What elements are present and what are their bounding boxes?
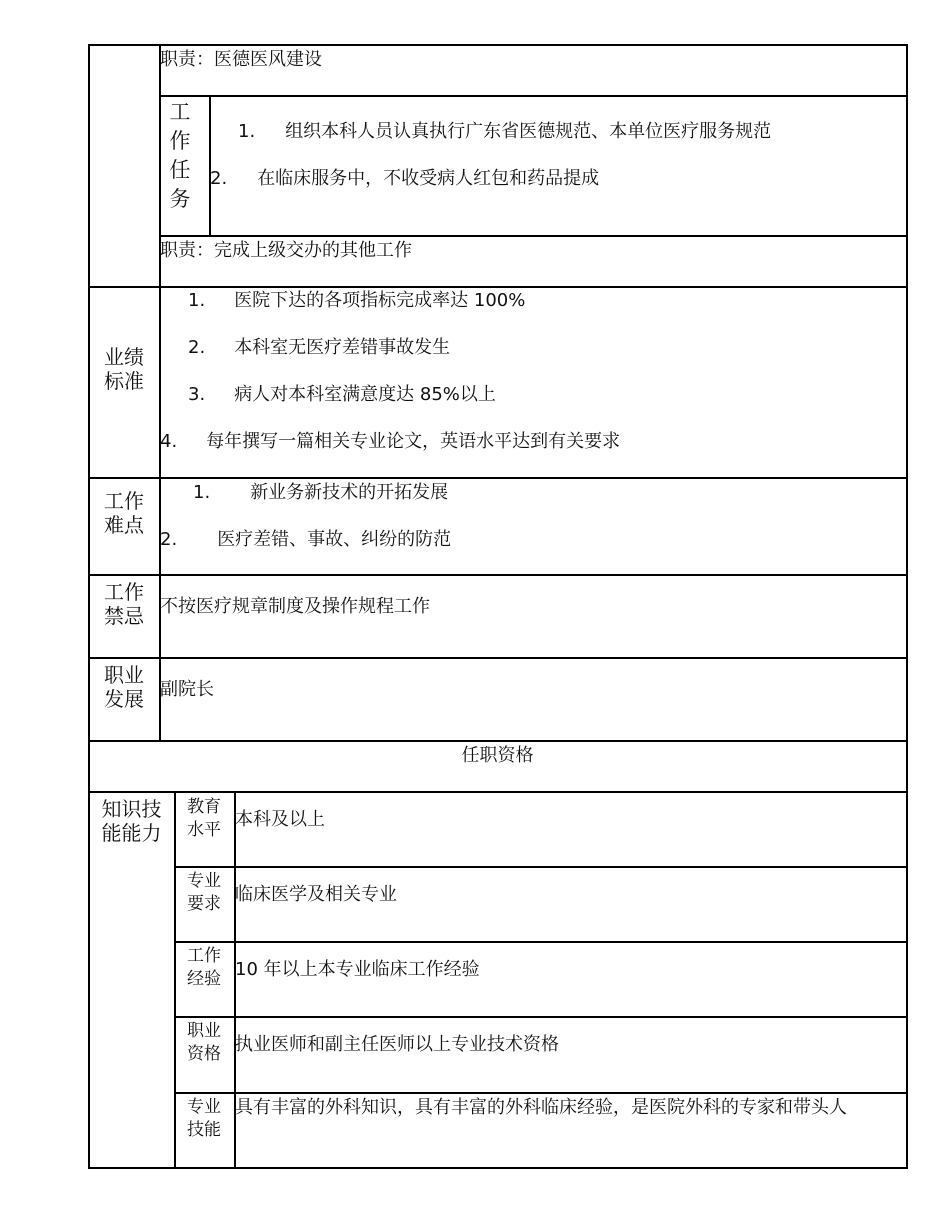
- performance-label: [90, 345, 158, 393]
- difficulty-label-line: 工作: [104, 489, 144, 513]
- duty2-top-line: [159, 235, 907, 237]
- difficulty-label-line: 难点: [104, 513, 144, 537]
- performance-label-line: 标准: [104, 369, 144, 393]
- qual-row-value: 本科及以上: [235, 809, 325, 830]
- taboo-label: [90, 580, 158, 628]
- qual-row-label-line: 专业: [187, 1097, 221, 1117]
- qual-row-label-line: 技能: [187, 1120, 221, 1140]
- difficulty-item-number: 2.: [160, 529, 178, 550]
- performance-item-text: 本科室无医疗差错事故发生: [234, 337, 451, 358]
- performance-label-line: 业绩: [104, 345, 144, 369]
- qual-row-sep: [174, 941, 907, 943]
- qual-row-value: 具有丰富的外科知识，具有丰富的外科临床经验，是医院外科的专家和带头人: [235, 1097, 847, 1118]
- performance-item-number: 1.: [188, 290, 206, 311]
- difficulty-label: [90, 489, 158, 537]
- row-sep: [88, 657, 907, 659]
- qual-row-label-line: 专业: [187, 871, 221, 891]
- career-label-line: 发展: [104, 687, 144, 711]
- qual-row-value: 临床医学及相关专业: [235, 884, 397, 905]
- career-label: [90, 663, 158, 711]
- qual-row-label-line: 教育: [187, 797, 221, 817]
- taboo-label-line: 工作: [104, 580, 144, 604]
- group-label-line: 能能力: [101, 821, 162, 845]
- row-sep: [88, 477, 907, 479]
- row-sep: [88, 740, 907, 742]
- performance-item: [160, 430, 620, 453]
- qual-row-label-line: 要求: [187, 894, 221, 914]
- difficulty-item: [160, 528, 451, 551]
- performance-item-number: 3.: [188, 384, 206, 405]
- row-sep: [88, 286, 907, 288]
- difficulty-item-number: 1.: [193, 482, 211, 503]
- difficulty-item-text: 新业务新技术的开拓发展: [250, 482, 449, 503]
- border-bottom: [88, 1167, 907, 1169]
- row-sep: [88, 574, 907, 576]
- qual-row-value: 10 年以上本专业临床工作经验: [235, 959, 480, 980]
- task-label-char: 工: [169, 100, 191, 124]
- task-item-text: 在临床服务中，不收受病人红包和药品提成: [257, 168, 600, 189]
- qualification-group-label: [90, 797, 173, 845]
- border-right: [906, 44, 908, 1169]
- task-label-char: 任: [169, 158, 191, 182]
- label-divider: [159, 44, 161, 741]
- qual-row-sep: [174, 1092, 907, 1094]
- qual-row-label: [175, 870, 233, 916]
- task-label-char: 务: [169, 187, 191, 211]
- career-text: 副院长: [160, 679, 214, 700]
- qual-row-label: [175, 945, 233, 991]
- row-sep: [88, 791, 907, 793]
- task-item: [210, 167, 599, 190]
- taboo-label-line: 禁忌: [104, 604, 144, 628]
- taboo-text: 不按医疗规章制度及操作规程工作: [160, 596, 430, 617]
- duty2-title: 职责：完成上级交办的其他工作: [160, 240, 412, 261]
- qual-row-sep: [174, 866, 907, 868]
- qual-row-label-line: 工作: [187, 946, 221, 966]
- career-label-line: 职业: [104, 663, 144, 687]
- task-label-divider: [209, 95, 211, 236]
- qual-row-label-line: 经验: [187, 969, 221, 989]
- qual-row-label: [175, 1020, 233, 1066]
- performance-item: [188, 383, 496, 406]
- qual-row-label-line: 职业: [187, 1021, 221, 1041]
- difficulty-item-text: 医疗差错、事故、纠纷的防范: [217, 529, 452, 550]
- qualification-header: 任职资格: [461, 745, 534, 766]
- difficulty-item: [193, 481, 448, 504]
- performance-item-text: 每年撰写一篇相关专业论文，英语水平达到有关要求: [206, 431, 621, 452]
- qual-row-label-line: 水平: [187, 820, 221, 840]
- border-top: [88, 44, 907, 46]
- group-label-line: 知识技: [101, 797, 162, 821]
- performance-item: [188, 289, 525, 312]
- qual-row-value: 执业医师和副主任医师以上专业技术资格: [235, 1034, 559, 1055]
- duty1-title: 职责：医德医风建设: [160, 49, 322, 70]
- performance-item-text: 医院下达的各项指标完成率达 100%: [234, 290, 526, 311]
- duty1-title-line: [159, 95, 907, 97]
- performance-item-text: 病人对本科室满意度达 85%以上: [234, 384, 496, 405]
- performance-item-number: 2.: [188, 337, 206, 358]
- task-item-text: 组织本科人员认真执行广东省医德规范、本单位医疗服务规范: [285, 121, 772, 142]
- task-item-number: 1.: [238, 121, 256, 142]
- qual-row-label-line: 资格: [187, 1044, 221, 1064]
- task-item: [238, 120, 771, 143]
- performance-item: [188, 336, 450, 359]
- performance-item-number: 4.: [160, 431, 178, 452]
- task-item-number: 2.: [210, 168, 228, 189]
- qual-row-sep: [174, 1016, 907, 1018]
- task-label-char: 作: [169, 129, 191, 153]
- qual-row-label: [175, 1096, 233, 1142]
- qual-row-label: [175, 796, 233, 842]
